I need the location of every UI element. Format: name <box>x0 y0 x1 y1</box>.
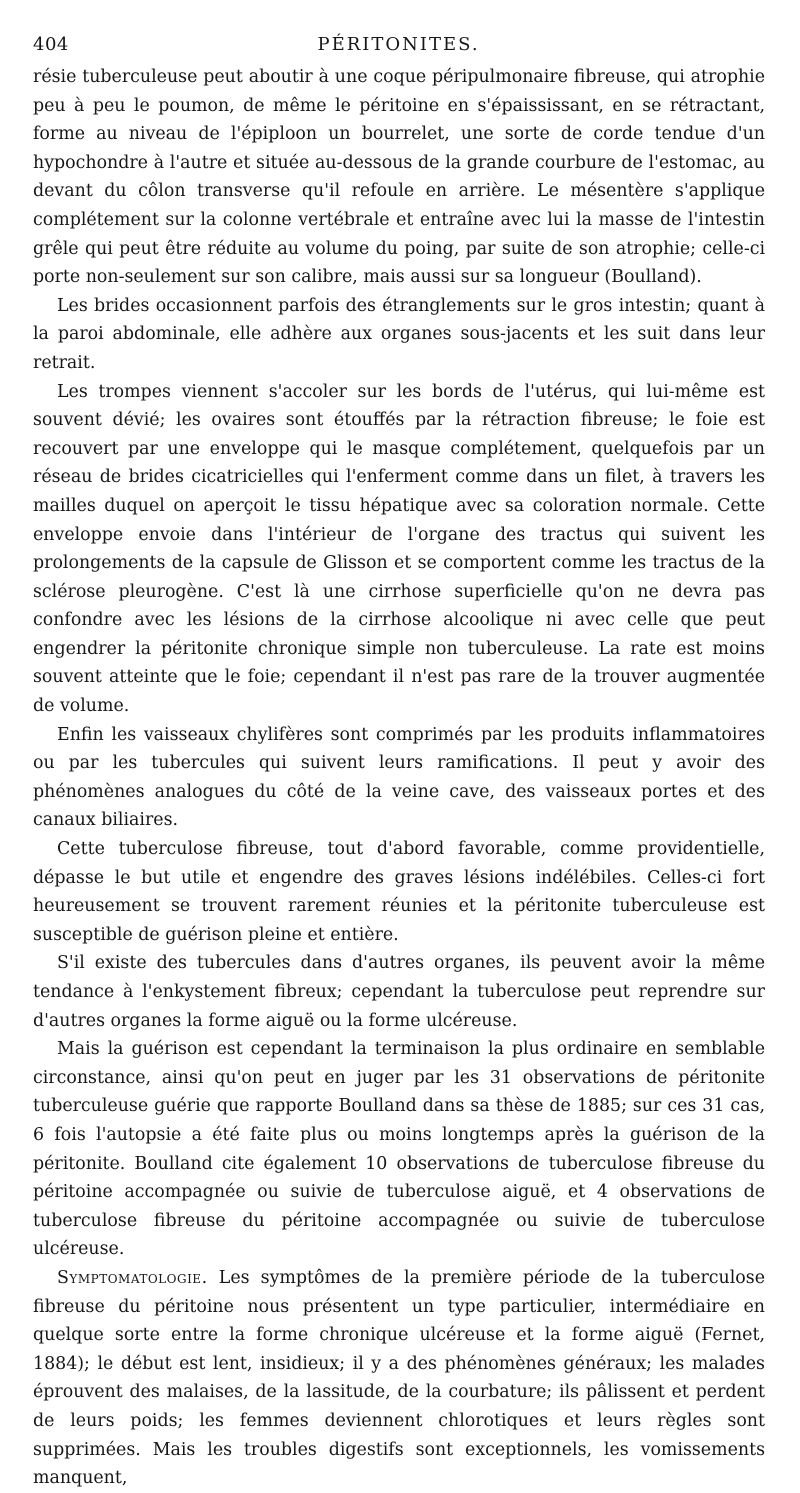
page-body <box>33 63 765 1493</box>
section-heading: Symptomatologie. <box>57 1267 208 1288</box>
running-head <box>33 30 764 58</box>
paragraph-guerison: Mais la guérison est cependant la terminaison la plus ordinaire en semblable circonstance, ainsi qu'on peut en juger par les 31 observations de péritonite tuberculeuse guérie que rapporte Boulland dans sa thèse de 1885; sur ces 31 cas, 6 fois l'autopsie a été faite plus ou moins longtemps après la guérison de la péritonite. Boulland cite également 10 observations de tuberculose fibreuse du péritoine accompagnée ou suivie de tuberculose aiguë, et 4 observations de tuberculose fibreuse du péritoine accompagnée ou suivie de tuberculose ulcéreuse. <box>33 1039 765 1260</box>
paragraph-continued: résie tuberculeuse peut aboutir à une coque péripulmonaire fibreuse, qui atrophie peu à peu le poumon, de même le péritoine en s'épaississant, en se rétractant, forme au niveau de l'épiploon un bourrelet, une sorte de corde tendue d'un hypochondre à l'autre et située au-dessous de la grande courbure de l'estomac, au devant du côlon transverse qu'il refoule en arrière. Le mésentère s'applique complétement sur la colonne vertébrale et entraîne avec lui la masse de l'intestin grêle qui peut être réduite au volume du poing, par suite de son atrophie; celle-ci porte non-seulement sur son calibre, mais aussi sur sa longueur (Boulland). <box>33 67 765 288</box>
paragraph-vaisseaux: Enfin les vaisseaux chylifères sont comprimés par les produits inflammatoires ou par les tubercules qui suivent leurs ramifications. Il peut y avoir des phénomènes analogues du côté de la veine cave, des vaisseaux portes et des canaux biliaires. <box>33 724 765 831</box>
paragraph-symptomatologie <box>33 1264 765 1493</box>
paragraph-autres-organes: S'il existe des tubercules dans d'autres organes, ils peuvent avoir la même tendance à l'enkystement fibreux; cependant la tuberculose peut reprendre sur d'autres organes la forme aiguë ou la forme ulcéreuse. <box>33 953 765 1031</box>
paragraph-trompes: Les trompes viennent s'accoler sur les bords de l'utérus, qui lui-même est souvent dévié; les ovaires sont étouffés par la rétraction fibreuse; le foie est recouvert par une enveloppe qui le masque complétement, quelquefois par un réseau de brides cicatricielles qui l'enferment comme dans un filet, à travers les mailles duquel on aperçoit le tissu hépatique avec sa coloration normale. Cette enveloppe envoie dans l'intérieur de l'organe des tractus qui suivent les prolongements de la capsule de Glisson et se comportent comme les tractus de la sclérose pleurogène. C'est là une cirrhose superficielle qu'on ne devra pas confondre avec les lésions de la cirrhose alcoolique ni avec celle que peut engendrer la péritonite chronique simple non tuberculeuse. La rate est moins souvent atteinte que le foie; cependant il n'est pas rare de la trouver augmentée de volume. <box>33 381 765 717</box>
page-number: 404 <box>33 34 69 55</box>
section-text: Les symptômes de la première période de la tuberculose fibreuse du péritoine nous présentent un type particulier, intermédiaire en quelque sorte entre la forme chronique ulcéreuse et la forme aiguë (Fernet, 1884); le début est lent, insidieux; il y a des phénomènes généraux; les malades éprouvent des malaises, de la lassitude, de la courbature; ils pâlissent et perdent de leurs poids; les femmes deviennent chlorotiques et leurs règles sont supprimées. Mais les troubles digestifs sont exceptionnels, les vomissements manquent, <box>33 1267 765 1489</box>
paragraph-brides: Les brides occasionnent parfois des étranglements sur le gros intestin; quant à la paroi abdominale, elle adhère aux organes sous-jacents et les suit dans leur retrait. <box>33 295 765 373</box>
paragraph-tuberculose-fibreuse: Cette tuberculose fibreuse, tout d'abord favorable, comme providentielle, dépasse le but utile et engendre des graves lésions indélébiles. Celles-ci fort heureusement se trouvent rarement réunies et la péritonite tuberculeuse est susceptible de guérison pleine et entière. <box>33 839 765 945</box>
running-title: PÉRITONITES. <box>317 34 480 55</box>
